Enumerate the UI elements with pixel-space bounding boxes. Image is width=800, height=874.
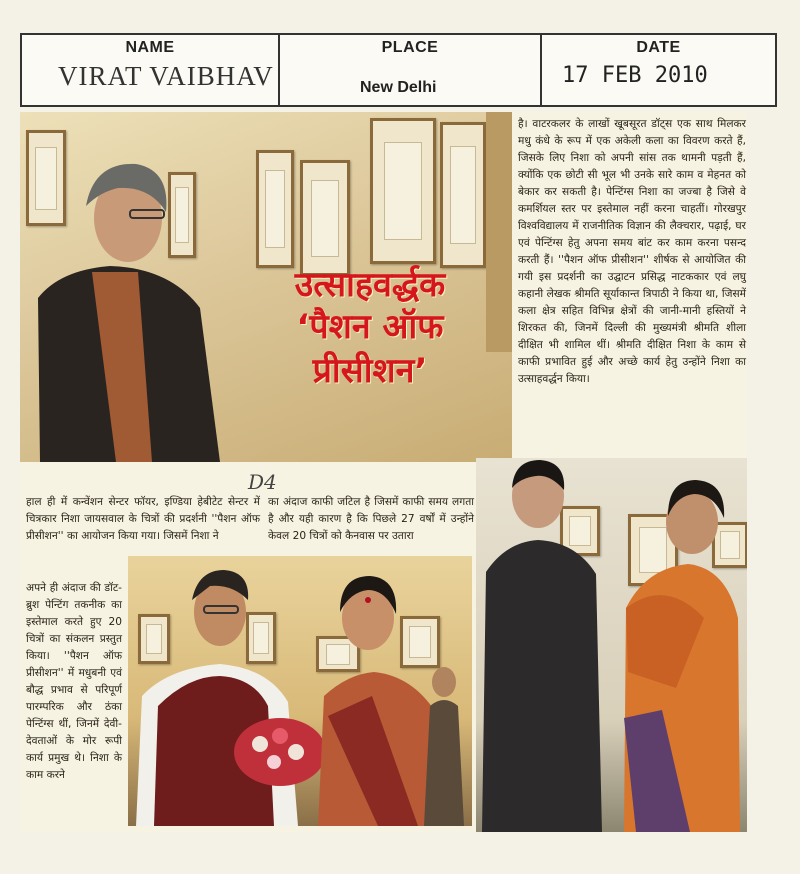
presentation-figures xyxy=(128,556,472,826)
wall-pillar xyxy=(486,112,512,352)
article-middle-column: का अंदाज काफी जटिल है जिसमें काफी समय लगता है और यही कारण है कि पिछले 27 वर्षों में उन्होंने केवल 20 चित्रों को कैनवास पर उतारा xyxy=(268,496,474,542)
date-cell xyxy=(542,35,775,105)
visitor-figure xyxy=(20,148,220,462)
name-label: NAME xyxy=(125,39,175,56)
date-label: DATE xyxy=(636,39,681,56)
photo-couple xyxy=(476,458,747,832)
headline-line-3: प्रीसीशन’ xyxy=(312,351,428,391)
painting-frame-3 xyxy=(256,150,294,268)
name-value: VIRAT VAIBHAV xyxy=(58,61,274,91)
article-left-column: अपने ही अंदाज की डॉट-ब्रुश पेन्टिंग तकनीक का इस्तेमाल करते हुए 20 चित्रों का संकलन प्रस्तुत किया। ''पैशन ऑफ प्रीसीशन'' में मधुबनी एवं बौद्ध प्रभाव से परिपूर्ण पारम्परिक और ठंका पेन्टिंग्स थीं, जिनमें देवी-देवताओं के मोर रूपी कार्य प्रमुख थे। निशा के काम करने xyxy=(26,582,122,781)
place-value: New Delhi xyxy=(360,79,437,96)
headline-line-2: ‘पैशन ऑफ xyxy=(296,307,444,347)
handwritten-mark: D4 xyxy=(248,470,277,494)
date-value: 17 FEB 2010 xyxy=(562,63,708,88)
photo-bouquet-presentation xyxy=(128,556,472,826)
couple-figures xyxy=(476,458,747,832)
clipping-header xyxy=(20,33,777,107)
photo-gallery-visit xyxy=(20,112,512,462)
headline-line-1: उत्साहवर्द्धक xyxy=(294,265,446,305)
name-cell xyxy=(22,35,280,105)
article-intro: हाल ही में कन्वेंशन सेन्टर फॉयर, इण्डिया हेबीटेट सेन्टर में चित्रकार निशा जायसवाल के चित्रों की प्रदर्शनी ''पैशन ऑफ प्रीसीशन'' का आयोजन किया गया। जिसमें निशा ने xyxy=(26,496,260,542)
painting-frame-6 xyxy=(440,122,486,268)
painting-frame-5 xyxy=(370,118,436,264)
place-cell xyxy=(280,35,542,105)
newspaper-clipping xyxy=(20,112,747,832)
painting-frame-4 xyxy=(300,160,350,276)
place-label: PLACE xyxy=(381,39,439,56)
article-right-column: है। वाटरकलर के लाखों खूबसूरत डॉट्स एक साथ मिलकर मधु कंधे के रूप में एक अकेली कला का विवरण करते हैं, जिसके लिए निशा को अपनी सांस तक थामनी पड़ती हैं, क्योंकि एक छोटी सी भूल भी उनके सारे काम व मेहनत को बेकार कर सकती है। पेन्टिंग्स निशा का जज्बा है जिसे वे कमर्शियल स्तर पर इस्तेमाल नहीं करना चाहतीं। गोरखपुर विश्वविद्यालय में राजनीतिक विज्ञान की लैक्चरार, पढ़ाई, घर एवं पेन्टिंग्स हेतु अपना समय बांट कर काम करना पसन्द करती हैं। ''पैशन ऑफ प्रीसीशन'' शीर्षक से आयोजित की गयी इस प्रदर्शनी का उद्घाटन प्रसिद्ध नाटककार एवं लघु कहानी लेखक श्रीमति सूर्याकान्त त्रिपाठी ने किया था, जिसमें कला क्षेत्र सहित विभिन्न क्षेत्रों की जानी-मानी हस्तियों ने शिरकत की, जिनमें दिल्ली की मुख्यमंत्री श्रीमति शीला दीक्षित भी शामिल थीं। श्रीमति दीक्षित निशा के काम से काफी प्रभावित हुई और अच्छे कार्य हेतु उन्होंने निशा का उत्साहवर्द्धन किया। xyxy=(518,118,746,385)
